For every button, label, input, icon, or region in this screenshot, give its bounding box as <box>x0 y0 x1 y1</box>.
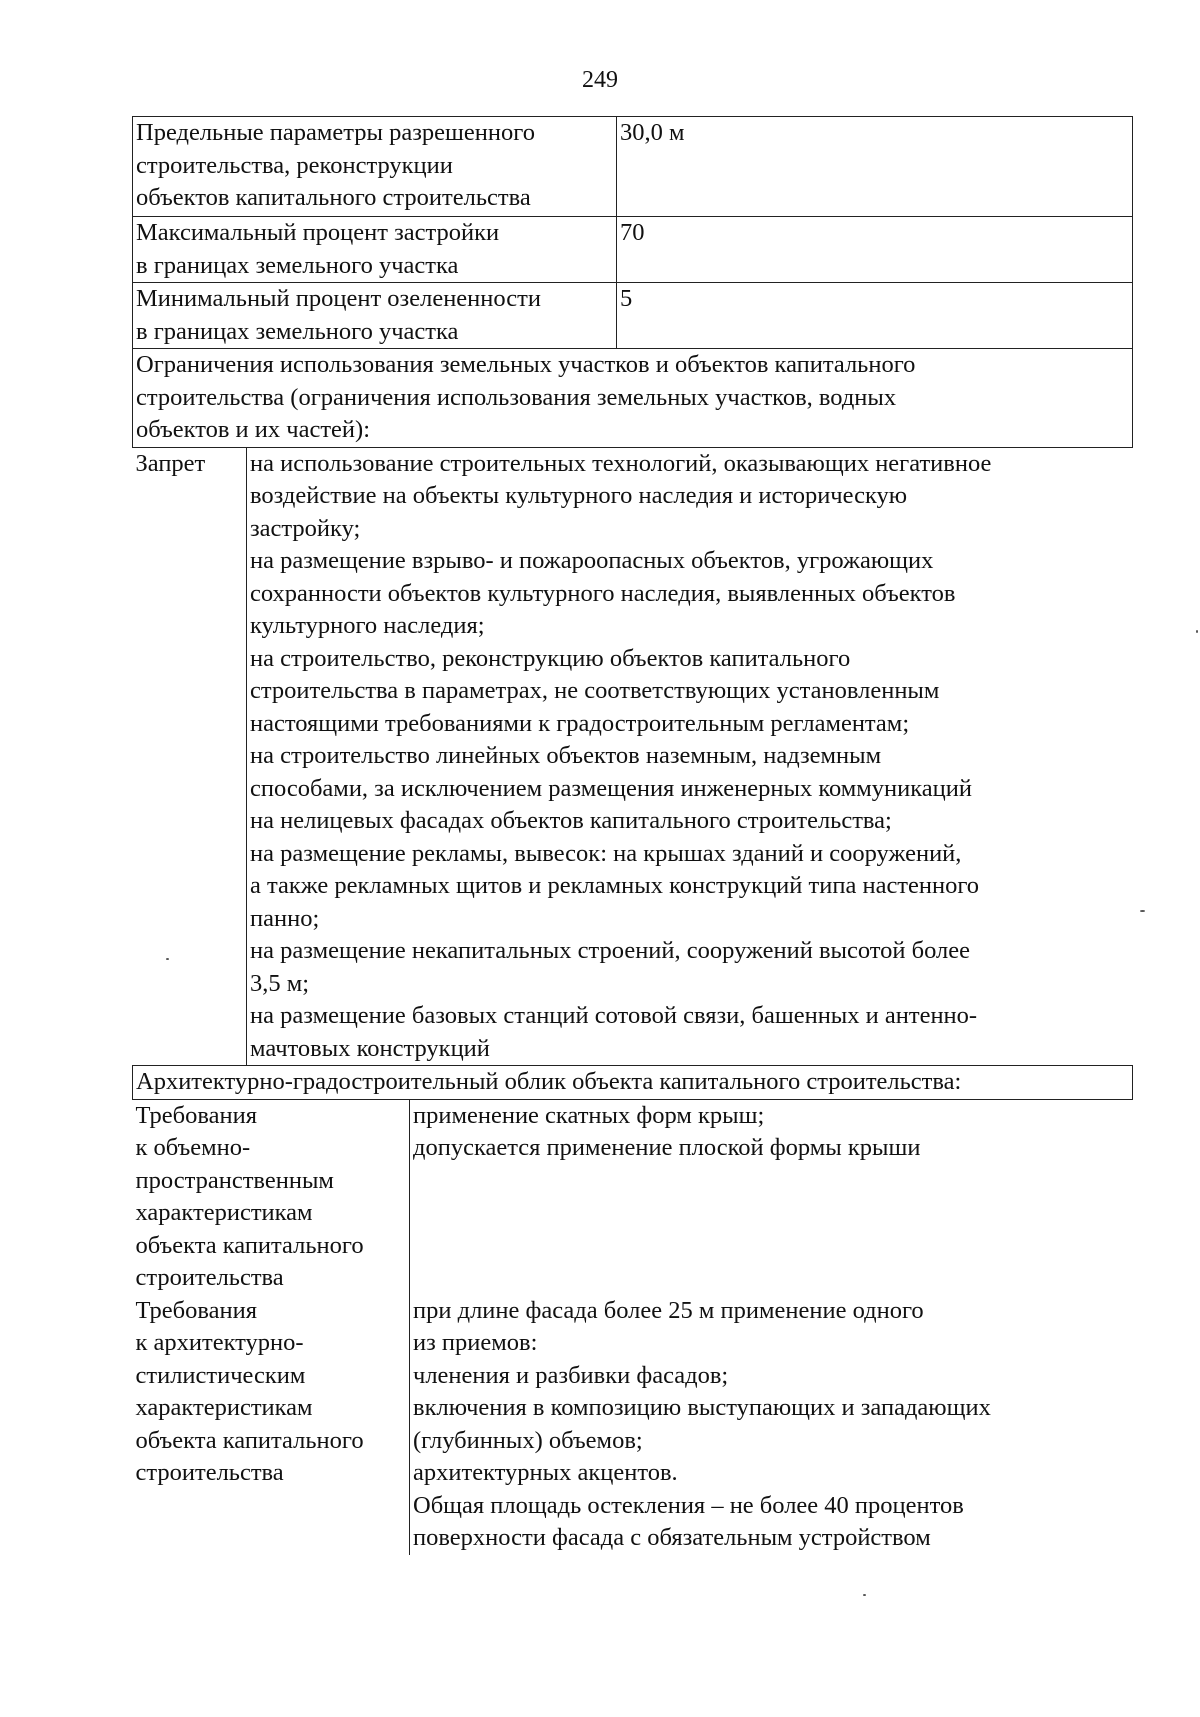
restrictions-heading: Ограничения использования земельных участков и объектов капитального строительства (ограничения использования земельных участков, водных объектов и их частей): <box>133 349 1133 448</box>
param-value: 5 <box>617 283 1133 349</box>
param-label: Максимальный процент застройки в границах земельного участка <box>133 217 617 283</box>
restrictions-heading-row <box>133 349 1133 448</box>
requirement-value: применение скатных форм крыш; допускается применение плоской формы крыши <box>410 1100 1133 1295</box>
param-row <box>133 117 1133 217</box>
param-row <box>133 217 1133 283</box>
prohibition-label: Запрет <box>135 449 206 477</box>
scan-speck <box>166 958 169 960</box>
param-value: 30,0 м <box>617 117 1133 217</box>
scan-speck <box>1196 630 1198 633</box>
architecture-heading-row <box>133 1066 1133 1100</box>
page-number: 249 <box>582 67 618 93</box>
requirement-value: при длине фасада более 25 м применение одного из приемов: членения и разбивки фасадов; включения в композицию выступающих и западающих (глубинных) объемов; архитектурных акцентов. Общая площадь остекления – не более 40 процентов поверхности фасада с обязательным устройством <box>410 1295 1133 1555</box>
prohibition-row <box>133 447 1133 1066</box>
requirement-label: Требования к архитектурно- стилистическим характеристикам объекта капитального строительства <box>135 1296 364 1486</box>
regulations-table <box>132 116 1133 1555</box>
requirement-label: Требования к объемно- пространственным характеристикам объекта капитального строительства <box>135 1101 364 1291</box>
param-label: Предельные параметры разрешенного строительства, реконструкции объектов капитального строительства <box>133 117 617 217</box>
param-label: Минимальный процент озелененности в границах земельного участка <box>133 283 617 349</box>
architecture-heading: Архитектурно-градостроительный облик объекта капитального строительства: <box>133 1066 1133 1100</box>
requirement-row <box>133 1099 1133 1295</box>
param-value: 70 <box>617 217 1133 283</box>
scan-speck <box>863 1594 866 1596</box>
scan-speck <box>1140 910 1145 912</box>
requirement-row <box>133 1295 1133 1555</box>
prohibition-list: на использование строительных технологий, оказывающих негативное воздействие на объекты культурного наследия и историческую застройку; на размещение взрыво- и пожароопасных объектов, угрожающих сохранности объектов культурного наследия, выявленных объектов культурного наследия; на строительство, реконструкцию объектов капитального строительства в параметрах, не соответствующих установленным настоящими требованиями к градостроительным регламентам; на строительство линейных объектов наземным, надземным способами, за исключением размещения инженерных коммуникаций на нелицевых фасадах объектов капитального строительства; на размещение рекламы, вывесок: на крышах зданий и сооружений, а также рекламных щитов и рекламных конструкций типа настенного панно; на размещение некапитальных строений, сооружений высотой более 3,5 м; на размещение базовых станций сотовой связи, башенных и антенно- мачтовых конструкций <box>247 448 1133 1066</box>
param-row <box>133 283 1133 349</box>
